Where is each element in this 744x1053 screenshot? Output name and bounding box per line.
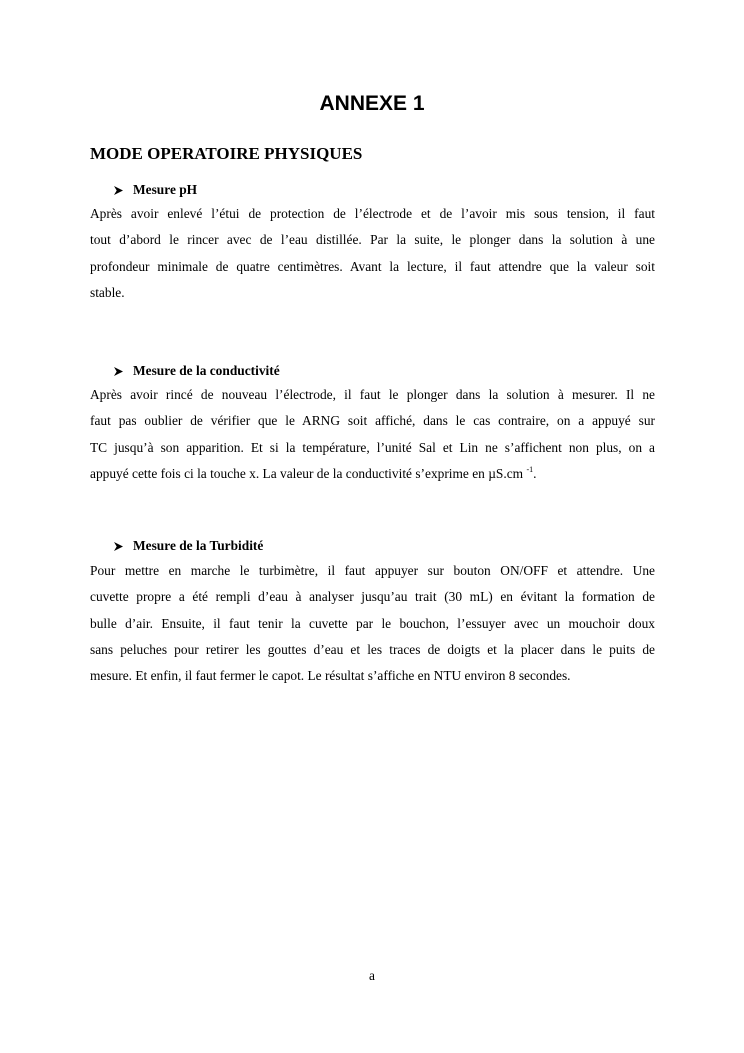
paragraph-line-last — [90, 461, 655, 487]
paragraph-mesure-turbidite — [90, 558, 655, 689]
section-title: MODE OPERATOIRE PHYSIQUES — [90, 144, 363, 163]
paragraph-line: TC jusqu’à son apparition. Et si la température, l’unité Sal et Lin ne s’affichent non plus, on a — [90, 439, 655, 455]
paragraph-mesure-ph — [90, 201, 655, 306]
page-number: a — [369, 968, 375, 983]
paragraph-mesure-conductivite — [90, 382, 655, 487]
line-end-punctuation: . — [533, 465, 537, 481]
arrowhead-bullet-icon — [114, 542, 123, 551]
paragraph-line: tout d’abord le rincer avec de l’eau distillée. Par la suite, le plonger dans la solution à une — [90, 232, 655, 248]
unit-exponent: -1 — [526, 464, 534, 474]
paragraph-line: Après avoir rincé de nouveau l’électrode, il faut le plonger dans la solution à mesurer. Il ne — [90, 387, 655, 402]
subheading-mesure-conductivite — [114, 362, 280, 380]
arrowhead-bullet-icon — [114, 186, 123, 195]
paragraph-line-text: appuyé cette fois ci la touche x. La valeur de la conductivité s’exprime en µS.cm — [90, 465, 524, 481]
subheading-mesure-turbidite — [114, 537, 263, 555]
paragraph-line: Après avoir enlevé l’étui de protection de l’électrode et de l’avoir mis sous tension, il faut — [90, 206, 655, 221]
subheading-mesure-ph — [114, 181, 197, 199]
subheading-label: Mesure de la conductivité — [133, 363, 280, 378]
annex-title: ANNEXE 1 — [319, 92, 425, 115]
paragraph-line: bulle d’air. Ensuite, il faut tenir la cuvette par le bouchon, l’essuyer avec un mouchoir doux — [90, 615, 655, 631]
paragraph-line: mesure. Et enfin, il faut fermer le capot. Le résultat s’affiche en NTU environ 8 secondes. — [90, 668, 571, 684]
arrowhead-bullet-icon — [114, 367, 123, 376]
paragraph-line: Pour mettre en marche le turbimètre, il faut appuyer sur bouton ON/OFF et attendre. Une — [90, 563, 655, 578]
paragraph-line: sans peluches pour retirer les gouttes d’eau et les traces de doigts et la placer dans le puits de — [90, 641, 655, 657]
subheading-label: Mesure pH — [133, 182, 198, 197]
paragraph-line: faut pas oublier de vérifier que le ARNG soit affiché, dans le cas contraire, on a appuyé sur — [90, 413, 655, 429]
subheading-label: Mesure de la Turbidité — [133, 538, 264, 553]
paragraph-line: cuvette propre a été rempli d’eau à analyser jusqu’au trait (30 mL) en évitant la formation de — [90, 589, 655, 605]
paragraph-line: profondeur minimale de quatre centimètres. Avant la lecture, il faut attendre que la valeur soit — [90, 258, 655, 274]
paragraph-line: stable. — [90, 284, 125, 300]
